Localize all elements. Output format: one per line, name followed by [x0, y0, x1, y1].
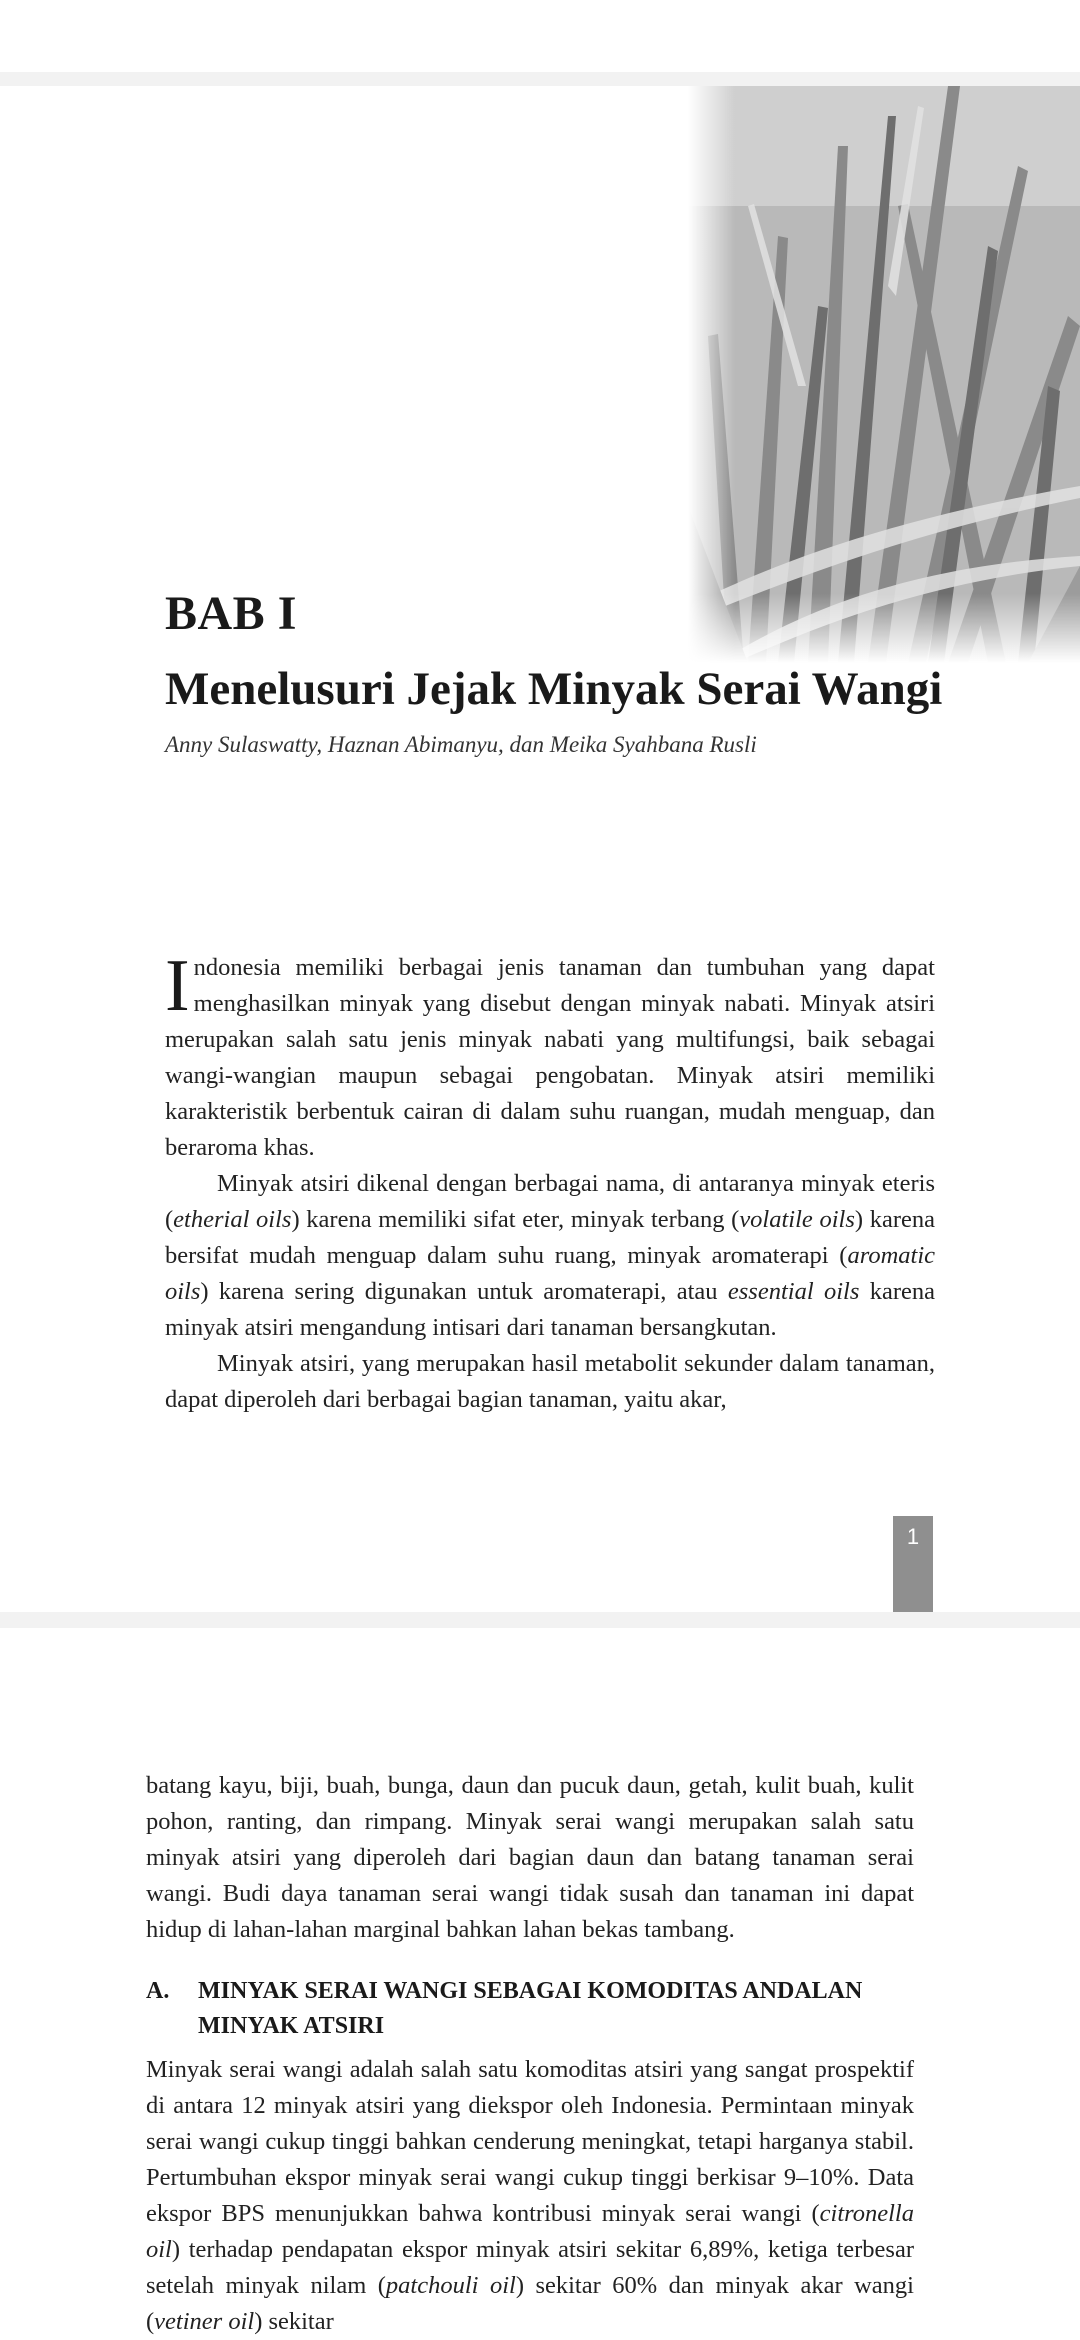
- text-run: Minyak serai wangi adalah salah satu komoditas atsiri yang sangat prospektif di antara 12 minyak atsiri yang diekspor oleh Indonesia. Permintaan minyak serai wangi cukup tinggi bahkan cenderung meningkat, tetapi harganya stabil. Pertumbuhan ekspor minyak serai wangi cukup tinggi berkisar 9–10%. Data ekspor BPS menunjukkan bahwa kontribusi minyak serai wangi (: [146, 2056, 914, 2227]
- paragraph: [165, 945, 935, 1166]
- italic-term: aromatic oils: [165, 1242, 935, 1305]
- italic-term: etherial oils: [173, 1206, 292, 1233]
- text-run: Minyak atsiri dikenal dengan berbagai nama, di antaranya minyak eteris (: [165, 1170, 935, 1233]
- chapter-label: BAB I: [165, 587, 297, 640]
- text-run: karena minyak atsiri mengandung intisari dari tanaman bersangkutan.: [165, 1278, 935, 1341]
- paragraph-text: ndonesia memiliki berbagai jenis tanaman dan tumbuhan yang dapat menghasilkan minyak yang disebut dengan minyak nabati. Minyak atsiri merupakan salah satu jenis minyak nabati yang multifungsi, baik sebagai wangi-wangian maupun sebagai pengobatan. Minyak atsiri memiliki karakteristik berbentuk cairan di dalam suhu ruangan, mudah menguap, dan beraroma khas.: [165, 954, 935, 1161]
- section-heading: [146, 1974, 936, 2044]
- paragraph: batang kayu, biji, buah, bunga, daun dan pucuk daun, getah, kulit buah, kulit pohon, ranting, dan rimpang. Minyak serai wangi merupakan salah satu minyak atsiri yang diperoleh dari bagian daun dan batang tanaman serai wangi. Budi daya tanaman serai wangi tidak susah dan tanaman ini dapat hidup di lahan-lahan marginal bahkan lahan bekas tambang.: [146, 1772, 914, 1943]
- document-page-1: [0, 86, 1080, 1612]
- paragraph: [146, 2052, 914, 2340]
- body-text: [146, 1768, 914, 1948]
- drop-cap: I: [165, 945, 190, 1027]
- body-text: [165, 945, 935, 1418]
- italic-term: citronella oil: [146, 2200, 914, 2263]
- text-run: ) sekitar: [254, 2308, 334, 2335]
- paragraph: Minyak atsiri, yang merupakan hasil metabolit sekunder dalam tanaman, dapat diperoleh dari berbagai bagian tanaman, yaitu akar,: [165, 1350, 935, 1413]
- paragraph: [165, 1166, 935, 1346]
- italic-term: vetiner oil: [154, 2308, 255, 2335]
- text-run: ) karena sering digunakan untuk aromaterapi, atau: [200, 1278, 728, 1305]
- chapter-title: Menelusuri Jejak Minyak Serai Wangi: [165, 663, 943, 715]
- text-run: ) karena bersifat mudah menguap dalam suhu ruang, minyak aromaterapi (: [165, 1206, 935, 1269]
- italic-term: volatile oils: [739, 1206, 855, 1233]
- section-title: MINYAK SERAI WANGI SEBAGAI KOMODITAS ANDALAN MINYAK ATSIRI: [198, 1978, 863, 2039]
- page-number: 1: [893, 1516, 933, 1612]
- italic-term: essential oils: [727, 1278, 860, 1305]
- top-bar: [0, 0, 1080, 72]
- italic-term: patchouli oil: [385, 2272, 516, 2299]
- text-run: ) karena memiliki sifat eter, minyak terbang (: [291, 1206, 740, 1233]
- section-letter: A.: [146, 1978, 170, 2004]
- lemongrass-photo: [688, 86, 1080, 663]
- body-text: [146, 2052, 914, 2340]
- chapter-authors: Anny Sulaswatty, Haznan Abimanyu, dan Meika Syahbana Rusli: [165, 732, 757, 757]
- text-run: ) terhadap pendapatan ekspor minyak atsiri sekitar 6,89%, ketiga terbesar setelah minyak nilam (: [146, 2236, 914, 2299]
- text-run: ) sekitar 60% dan minyak akar wangi (: [146, 2272, 914, 2335]
- document-page-2: [0, 1628, 1080, 2340]
